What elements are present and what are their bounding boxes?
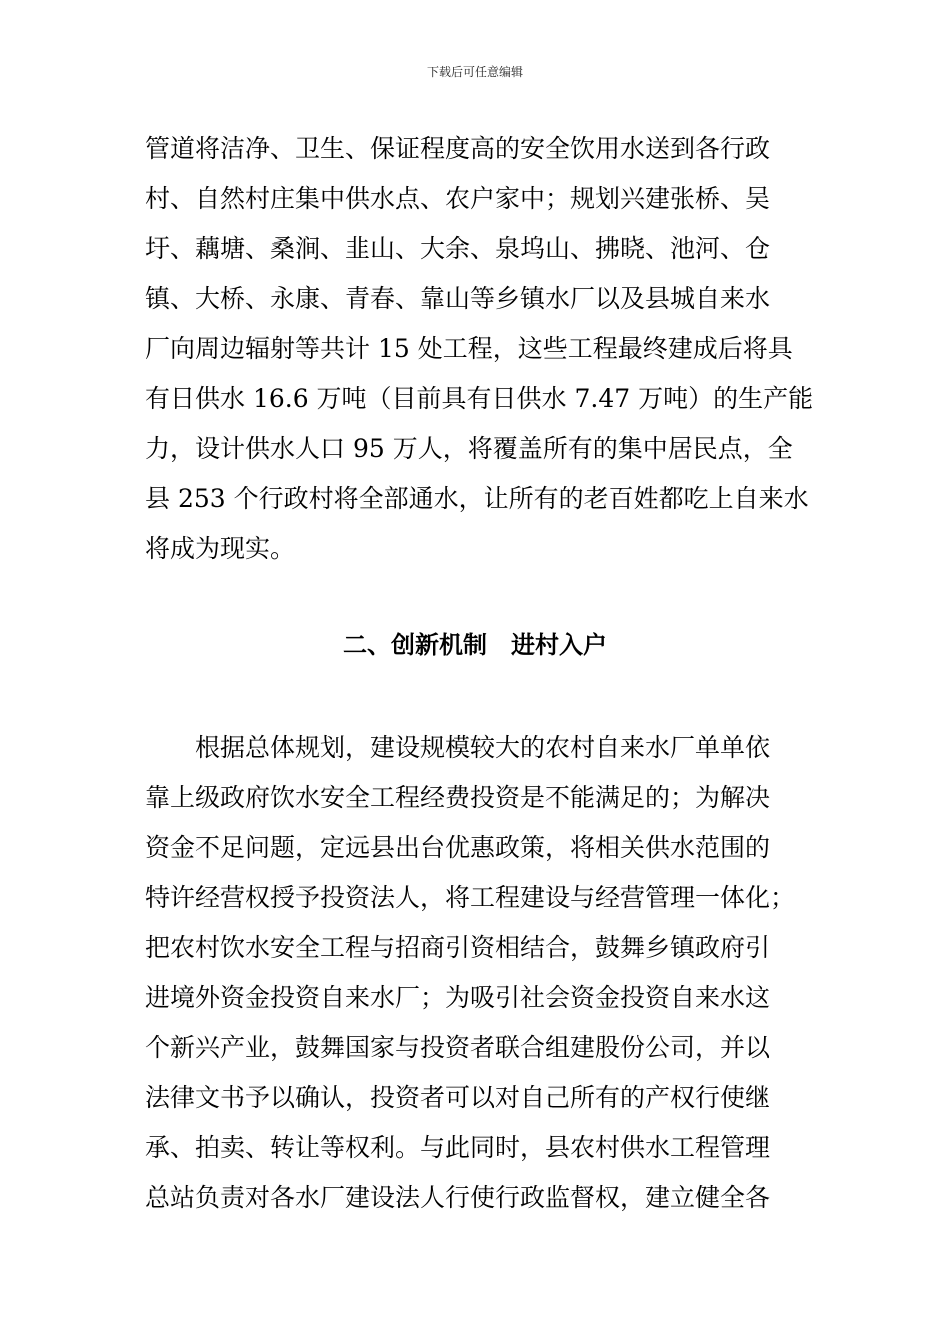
paragraph-line: 力，设计供水人口 95 万人，将覆盖所有的集中居民点，全 xyxy=(145,434,793,463)
paragraph-line: 承、拍卖、转让等权利。与此同时，县农村供水工程管理 xyxy=(145,1133,771,1162)
paragraph-line: 靠上级政府饮水安全工程经费投资是不能满足的；为解决 xyxy=(145,783,771,812)
paragraph-line: 厂向周边辐射等共计 15 处工程，这些工程最终建成后将具 xyxy=(145,334,793,363)
paragraph-line: 特许经营权授予投资法人，将工程建设与经营管理一体化； xyxy=(145,883,796,912)
paragraph-line: 镇、大桥、永康、青春、靠山等乡镇水厂以及县城自来水 xyxy=(145,284,771,313)
paragraph-line: 将成为现实。 xyxy=(145,534,296,563)
section-heading: 二、创新机制 进村入户 xyxy=(343,631,607,659)
paragraph-line: 总站负责对各水厂建设法人行使行政监督权，建立健全各 xyxy=(145,1183,771,1212)
paragraph-line: 根据总体规划，建设规模较大的农村自来水厂单单依 xyxy=(195,733,771,762)
paragraph-line: 法律文书予以确认，投资者可以对自己所有的产权行使继 xyxy=(145,1083,771,1112)
paragraph-line: 资金不足问题，定远县出台优惠政策，将相关供水范围的 xyxy=(145,833,771,862)
paragraph-line: 村、自然村庄集中供水点、农户家中；规划兴建张桥、吴 xyxy=(145,184,771,213)
page-header: 下载后可任意编辑 xyxy=(426,65,523,79)
paragraph-line: 县 253 个行政村将全部通水，让所有的老百姓都吃上自来水 xyxy=(145,484,809,513)
paragraph-line: 把农村饮水安全工程与招商引资相结合，鼓舞乡镇政府引 xyxy=(145,933,771,962)
paragraph-line: 个新兴产业，鼓舞国家与投资者联合组建股份公司，并以 xyxy=(145,1033,771,1062)
paragraph-line: 圩、藕塘、桑涧、韭山、大余、泉坞山、拂晓、池河、仓 xyxy=(145,234,771,263)
paragraph-line: 进境外资金投资自来水厂；为吸引社会资金投资自来水这 xyxy=(145,983,771,1012)
paragraph-line: 有日供水 16.6 万吨（目前具有日供水 7.47 万吨）的生产能 xyxy=(145,384,814,413)
paragraph-line: 管道将洁净、卫生、保证程度高的安全饮用水送到各行政 xyxy=(145,134,771,163)
